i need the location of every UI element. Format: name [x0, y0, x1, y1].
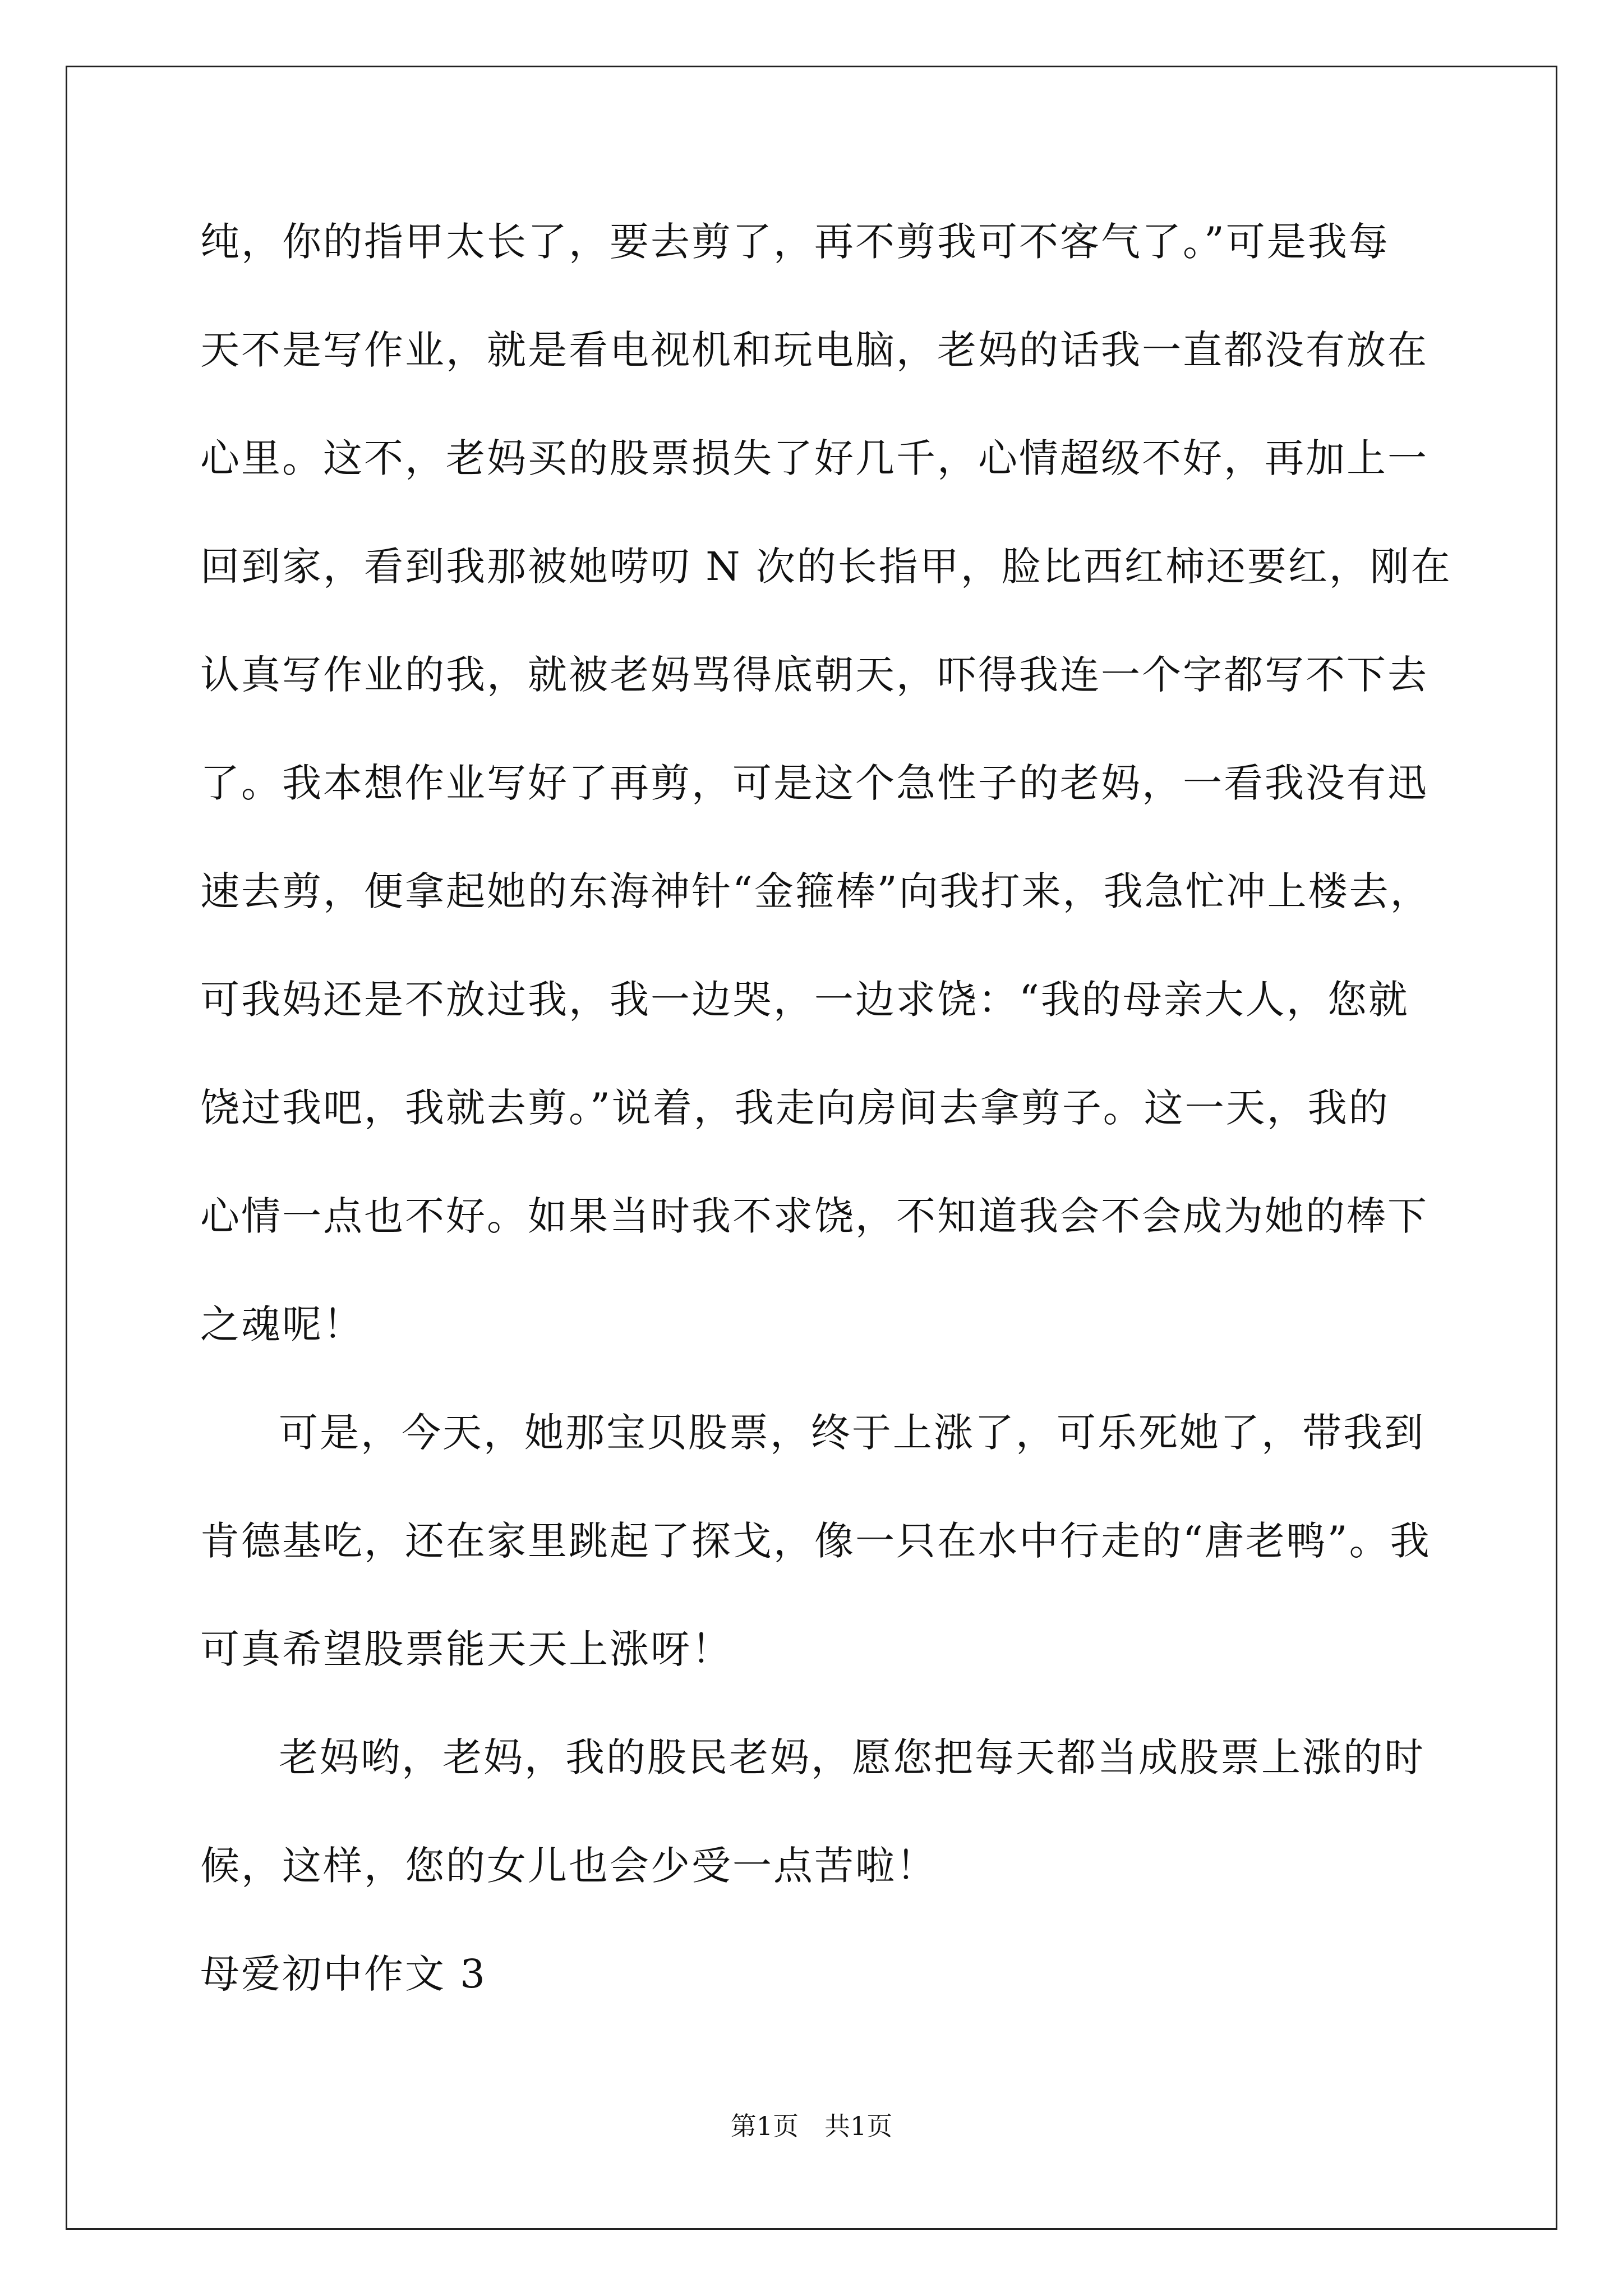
text-line: 认真写作业的我，就被老妈骂得底朝天，吓得我连一个字都写不下去	[200, 652, 1428, 698]
document-body	[200, 188, 1452, 2028]
section-title: 母爱初中作文 3	[200, 1951, 487, 1997]
text-line: 纯，你的指甲太长了，要去剪了，再不剪我可不客气了。”可是我每	[200, 219, 1390, 265]
text-line: 可真希望股票能天天上涨呀！	[200, 1626, 732, 1672]
text-line: 速去剪，便拿起她的东海神针“金箍棒”向我打来，我急忙冲上楼去，	[200, 868, 1431, 914]
text-line: 候，这样，您的女儿也会少受一点苦啦！	[200, 1843, 937, 1889]
text-line: 了。我本想作业写好了再剪，可是这个急性子的老妈，一看我没有迅	[200, 760, 1428, 806]
text-line: 心里。这不，老妈买的股票损失了好几千，心情超级不好，再加上一	[200, 435, 1428, 481]
page-number-footer: 第1页 共1页	[730, 2111, 893, 2141]
text-line: 可我妈还是不放过我，我一边哭，一边求饶：“我的母亲大人，您就	[200, 977, 1409, 1023]
text-line: 回到家，看到我那被她唠叨 N 次的长指甲，脸比西红柿还要红，刚在	[200, 544, 1452, 590]
text-line: 之魂呢！	[200, 1301, 364, 1347]
paragraph-start-line: 老妈哟，老妈，我的股民老妈，愿您把每天都当成股票上涨的时	[279, 1734, 1425, 1780]
text-line: 肯德基吃，还在家里跳起了探戈，像一只在水中行走的“唐老鸭”。我	[200, 1518, 1431, 1564]
text-line: 天不是写作业，就是看电视机和玩电脑，老妈的话我一直都没有放在	[200, 327, 1428, 373]
paragraph-start-line: 可是，今天，她那宝贝股票，终于上涨了，可乐死她了，带我到	[279, 1410, 1425, 1456]
text-line: 饶过我吧，我就去剪。”说着，我走向房间去拿剪子。这一天，我的	[200, 1085, 1390, 1131]
text-line: 心情一点也不好。如果当时我不求饶，不知道我会不会成为她的棒下	[200, 1193, 1428, 1239]
